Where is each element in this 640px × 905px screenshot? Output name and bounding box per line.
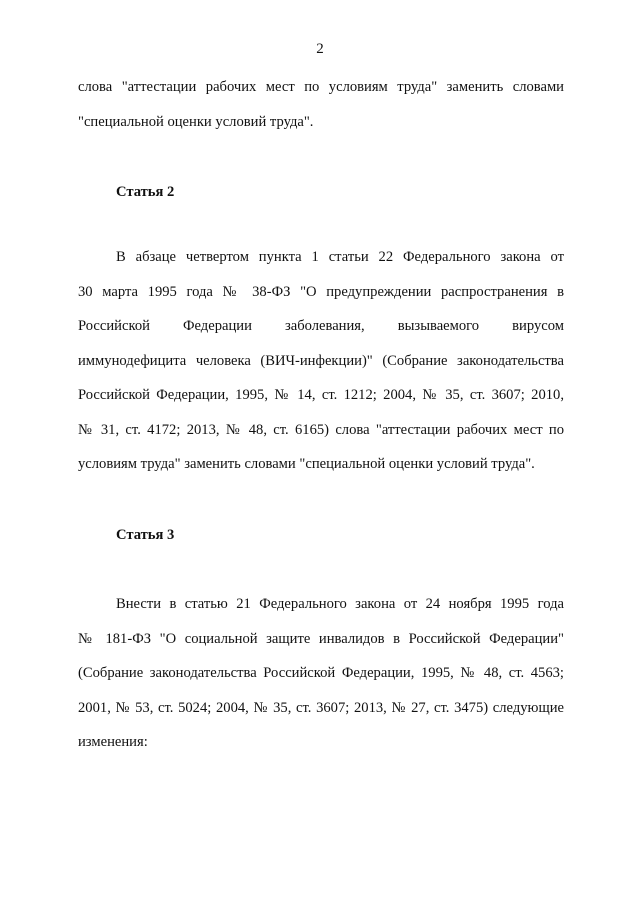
article-3-paragraph — [78, 587, 564, 760]
paragraph-line: 30 марта 1995 года № 38-ФЗ "О предупреждении распространения в — [78, 283, 564, 300]
article-2-paragraph — [78, 240, 564, 482]
page-number: 2 — [316, 41, 324, 57]
continuation-paragraph — [78, 70, 564, 139]
paragraph-line: иммунодефицита человека (ВИЧ-инфекции)" (Собрание законодательства — [78, 352, 564, 369]
paragraph-line: 2001, № 53, ст. 5024; 2004, № 35, ст. 3607; 2013, № 27, ст. 3475) следующие — [78, 699, 564, 716]
paragraph-line: № 181-ФЗ "О социальной защите инвалидов в Российской Федерации" — [78, 630, 564, 647]
paragraph-line: Внести в статью 21 Федерального закона от 24 ноября 1995 года — [116, 596, 564, 612]
article-2-heading: Статья 2 — [116, 184, 175, 200]
paragraph-line: слова "аттестации рабочих мест по условиям труда" заменить словами — [78, 79, 564, 95]
paragraph-line: Российской Федерации заболевания, вызываемого вирусом — [78, 318, 564, 334]
paragraph-line: В абзаце четвертом пункта 1 статьи 22 Федерального закона от — [116, 249, 564, 265]
paragraph-line: Российской Федерации, 1995, № 14, ст. 1212; 2004, № 35, ст. 3607; 2010, — [78, 387, 564, 403]
paragraph-line: № 31, ст. 4172; 2013, № 48, ст. 6165) слова "аттестации рабочих мест по — [78, 421, 564, 438]
paragraph-line: "специальной оценки условий труда". — [78, 113, 314, 130]
paragraph-line: (Собрание законодательства Российской Федерации, 1995, № 48, ст. 4563; — [78, 665, 564, 681]
paragraph-line: условиям труда" заменить словами "специальной оценки условий труда". — [78, 456, 535, 472]
article-3-heading: Статья 3 — [116, 527, 175, 543]
paragraph-line: изменения: — [78, 734, 148, 750]
